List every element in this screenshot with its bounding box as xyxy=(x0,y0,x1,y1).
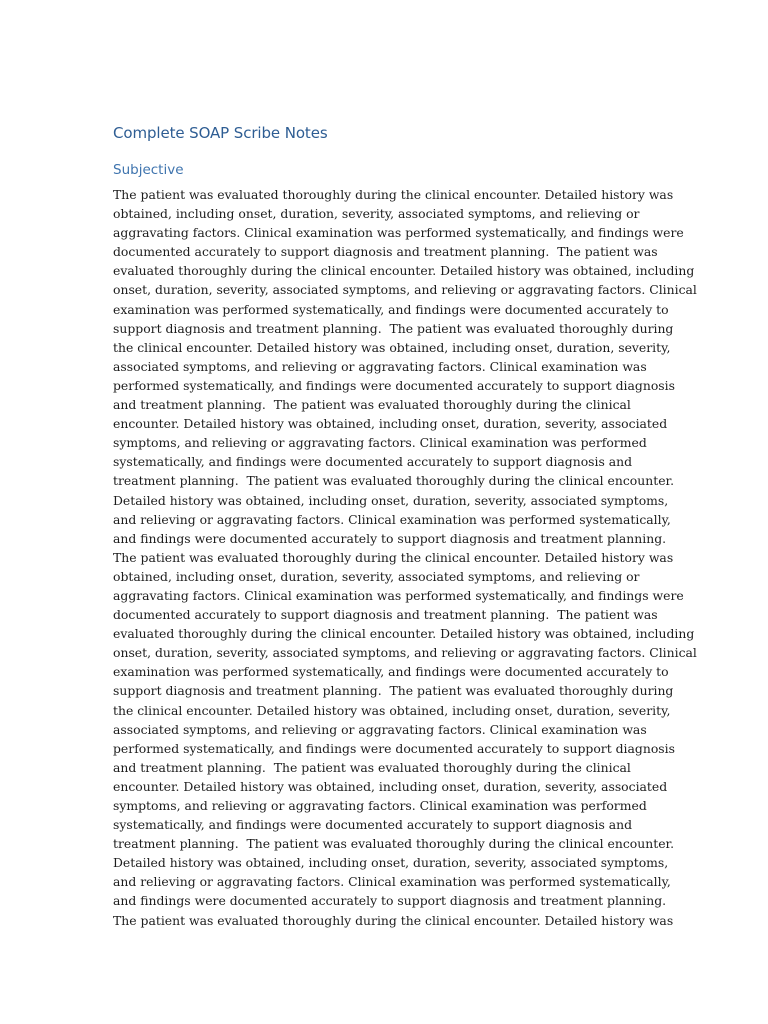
body-text-line: The patient was evaluated thoroughly during the clinical encounter. Detailed history was xyxy=(113,912,674,928)
body-text-line: treatment planning. The patient was evaluated thoroughly during the clinical encounter. xyxy=(113,836,675,852)
body-text-line: and findings were documented accurately to support diagnosis and treatment planning. xyxy=(113,530,667,546)
body-text-line: onset, duration, severity, associated symptoms, and relieving or aggravating factors. Clinical xyxy=(113,282,697,298)
body-text-line: the clinical encounter. Detailed history was obtained, including onset, duration, severity, xyxy=(113,702,671,718)
body-text-line: examination was performed systematically, and findings were documented accurately to xyxy=(113,664,669,680)
body-text-line: support diagnosis and treatment planning. The patient was evaluated thoroughly during xyxy=(113,683,674,699)
body-text-line: associated symptoms, and relieving or aggravating factors. Clinical examination was xyxy=(113,721,647,737)
body-text-line: evaluated thoroughly during the clinical encounter. Detailed history was obtained, including xyxy=(113,626,695,642)
body-text-line: documented accurately to support diagnosis and treatment planning. The patient was xyxy=(113,244,658,260)
body-text-line: and treatment planning. The patient was evaluated thoroughly during the clinical xyxy=(113,397,631,413)
body-text-line: and relieving or aggravating factors. Clinical examination was performed systematically, xyxy=(113,874,671,890)
body-text-line: Detailed history was obtained, including onset, duration, severity, associated symptoms, xyxy=(113,492,669,508)
body-text-line: and relieving or aggravating factors. Clinical examination was performed systematically, xyxy=(113,511,671,527)
body-text-line: encounter. Detailed history was obtained, including onset, duration, severity, associated xyxy=(113,778,668,794)
body-text-line: Detailed history was obtained, including onset, duration, severity, associated symptoms, xyxy=(113,855,669,871)
section-heading-subjective: Subjective xyxy=(113,162,184,178)
body-text-line: performed systematically, and findings were documented accurately to support diagnosis xyxy=(113,740,675,756)
body-text-line: The patient was evaluated thoroughly during the clinical encounter. Detailed history was xyxy=(113,187,674,202)
body-text-line: systematically, and findings were documented accurately to support diagnosis and xyxy=(113,817,633,833)
body-text-line: aggravating factors. Clinical examination was performed systematically, and findings were xyxy=(113,225,684,241)
document-title: Complete SOAP Scribe Notes xyxy=(113,124,328,142)
body-text-line: evaluated thoroughly during the clinical encounter. Detailed history was obtained, including xyxy=(113,263,695,279)
body-text-line: associated symptoms, and relieving or aggravating factors. Clinical examination was xyxy=(113,358,647,374)
body-text-line: symptoms, and relieving or aggravating factors. Clinical examination was performed xyxy=(113,435,647,451)
body-text-line: support diagnosis and treatment planning. The patient was evaluated thoroughly during xyxy=(113,320,674,336)
body-text-line: the clinical encounter. Detailed history was obtained, including onset, duration, severity, xyxy=(113,339,671,355)
section-body-subjective xyxy=(113,185,697,930)
body-text-line: documented accurately to support diagnosis and treatment planning. The patient was xyxy=(113,607,658,623)
body-text-line: encounter. Detailed history was obtained, including onset, duration, severity, associated xyxy=(113,416,668,432)
body-text-line: The patient was evaluated thoroughly during the clinical encounter. Detailed history was xyxy=(113,549,674,565)
body-text-line: systematically, and findings were documented accurately to support diagnosis and xyxy=(113,454,633,470)
body-text-line: examination was performed systematically, and findings were documented accurately to xyxy=(113,301,669,317)
body-text-line: aggravating factors. Clinical examination was performed systematically, and findings were xyxy=(113,587,684,603)
body-text-line: obtained, including onset, duration, severity, associated symptoms, and relieving or xyxy=(113,206,640,222)
body-text-line: obtained, including onset, duration, severity, associated symptoms, and relieving or xyxy=(113,568,640,584)
body-text-line: performed systematically, and findings were documented accurately to support diagnosis xyxy=(113,377,675,393)
body-text-line: and treatment planning. The patient was evaluated thoroughly during the clinical xyxy=(113,759,631,775)
body-text-line: treatment planning. The patient was evaluated thoroughly during the clinical encounter. xyxy=(113,473,675,489)
body-text-line: symptoms, and relieving or aggravating factors. Clinical examination was performed xyxy=(113,798,647,813)
body-text-line: onset, duration, severity, associated symptoms, and relieving or aggravating factors. Clinical xyxy=(113,645,697,661)
body-text-line: and findings were documented accurately to support diagnosis and treatment planning. xyxy=(113,893,667,909)
